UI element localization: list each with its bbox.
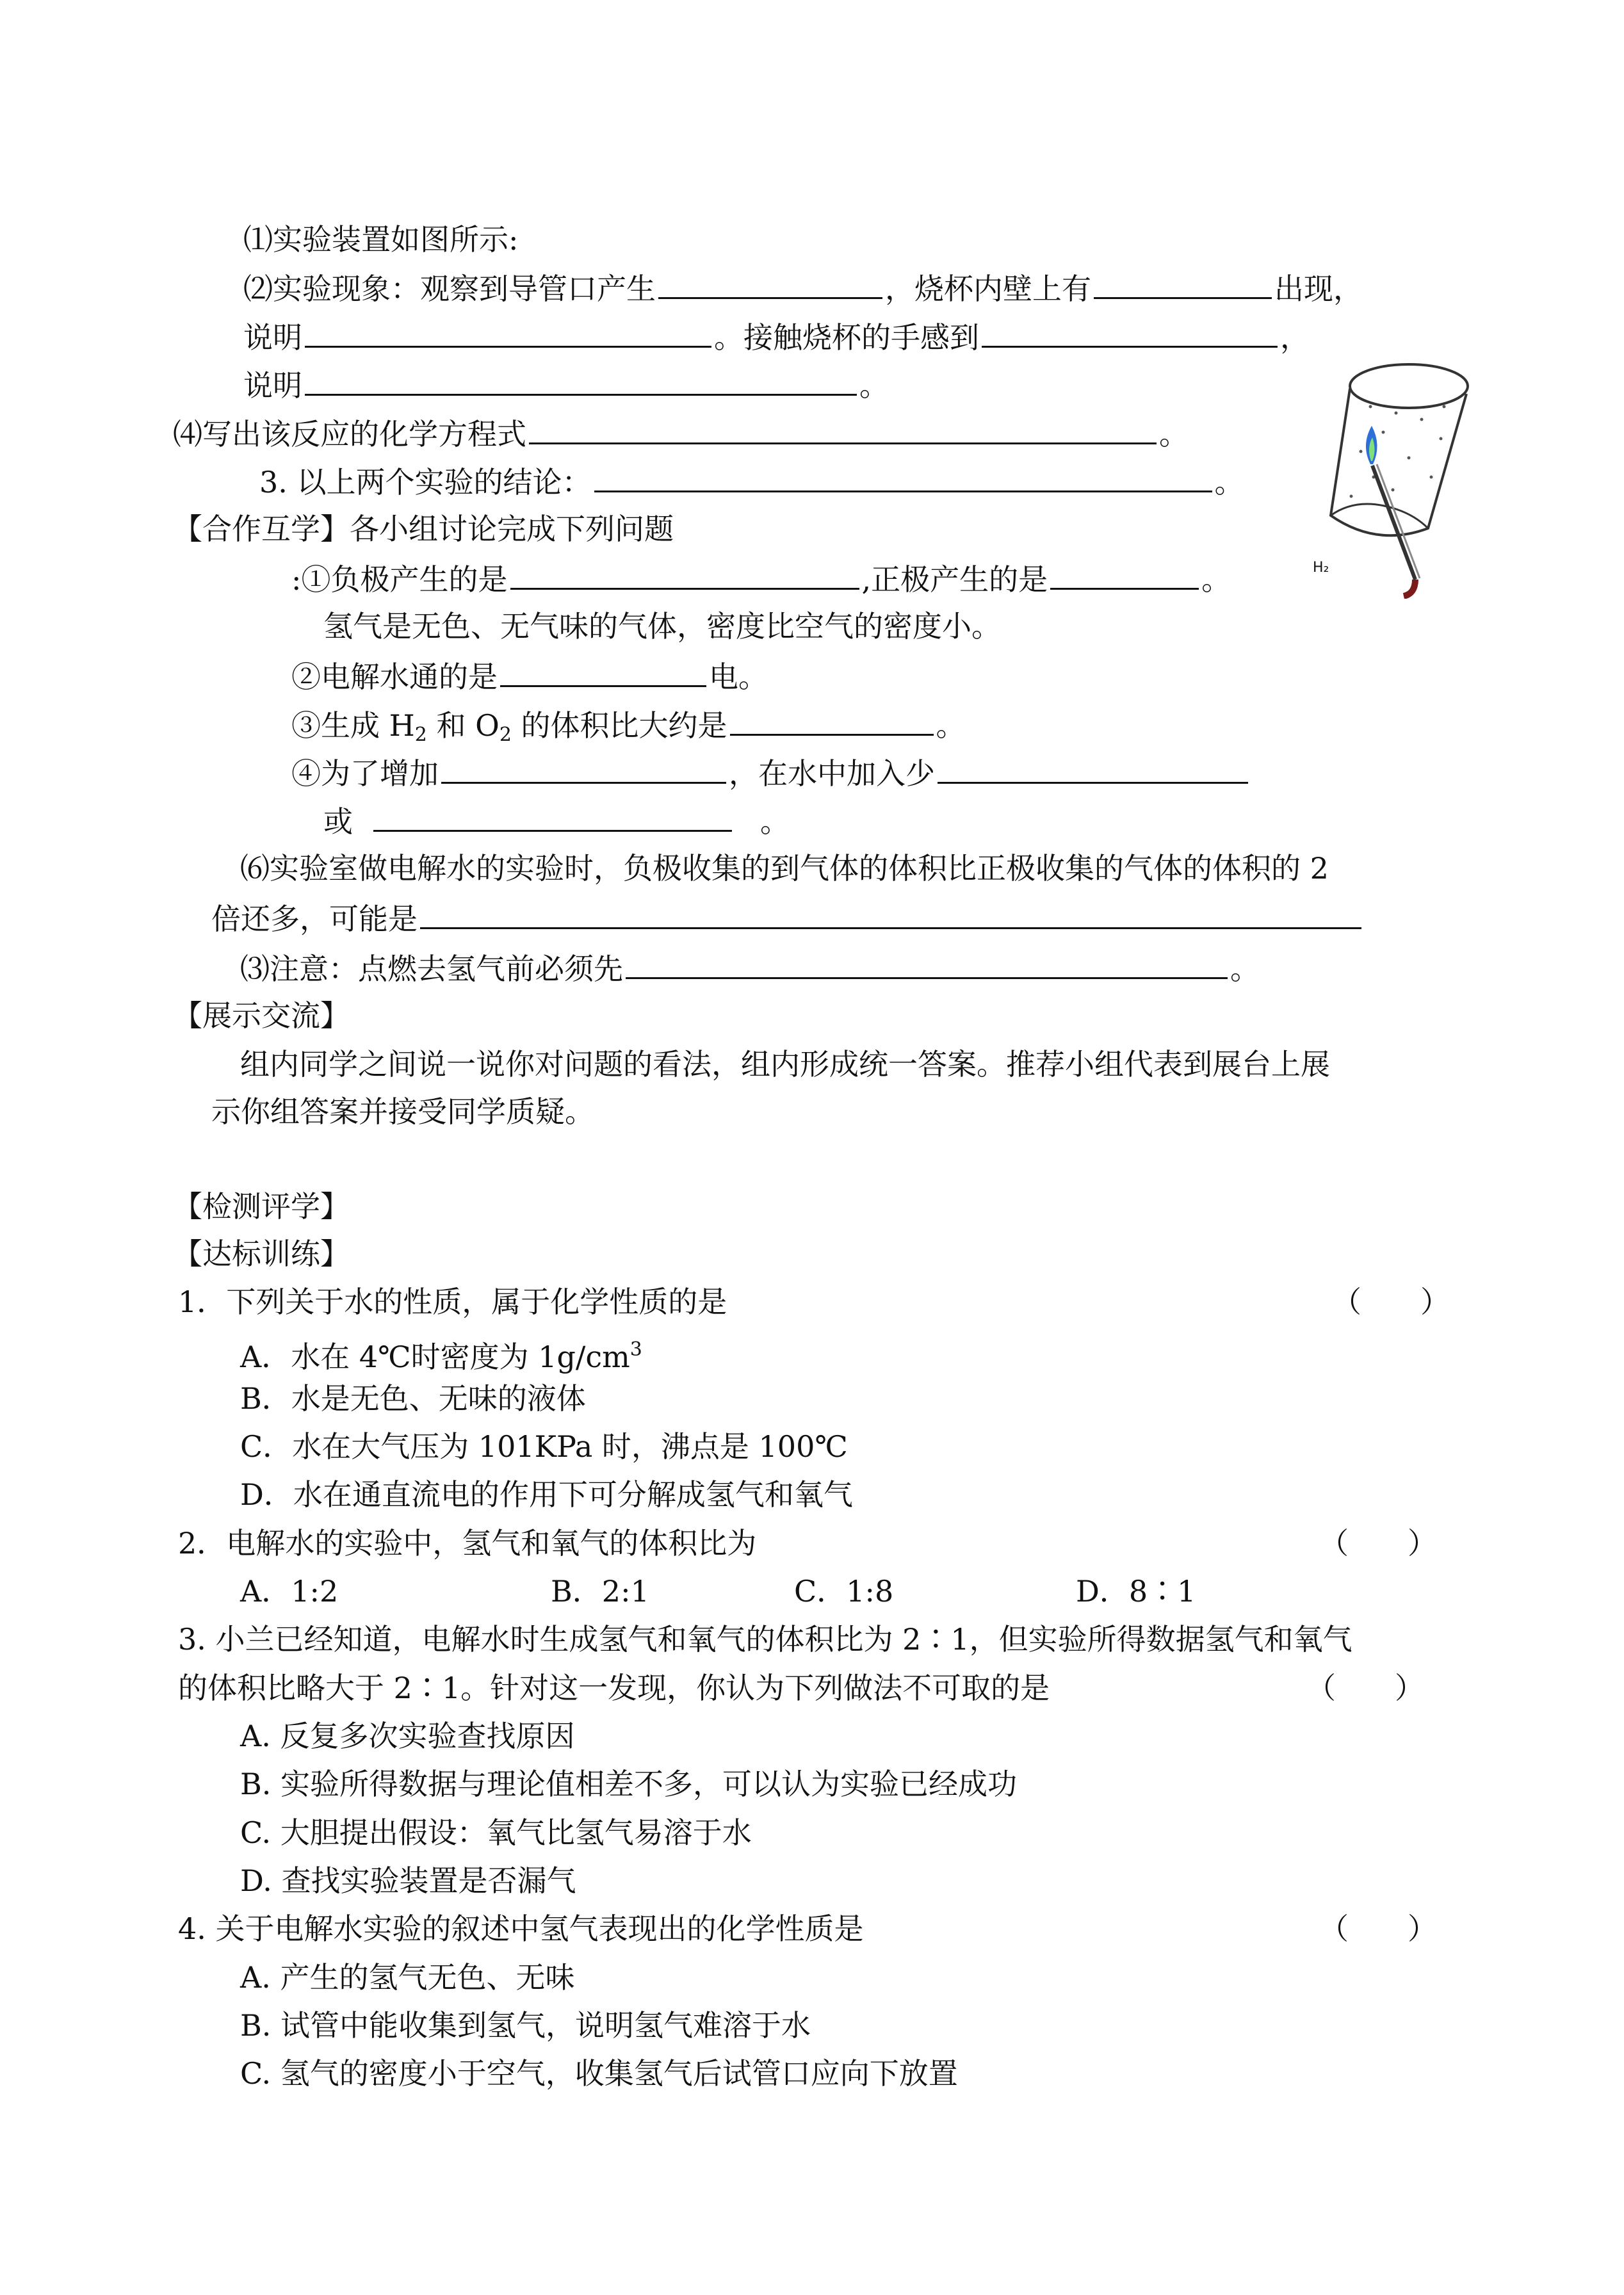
q3-option-a[interactable]	[240, 1717, 574, 1755]
answer-blank-negative-electrode[interactable]	[510, 558, 859, 590]
cooperation-heading-text: 【合作互学】各小组讨论完成下列问题	[173, 512, 674, 546]
step2-text-f: ，	[1280, 320, 1310, 355]
q2-answer-paren[interactable]: （ ）	[1319, 1526, 1437, 1561]
q3-answer-paren[interactable]: （ ）	[1306, 1671, 1424, 1705]
cooperation-q4-line	[291, 752, 1251, 791]
question-2-stem	[178, 1524, 756, 1562]
q4-option-c[interactable]	[240, 2054, 958, 2093]
question-1-stem	[178, 1283, 727, 1321]
q3-option-c-text: C. 大胆提出假设：氧气比氢气易溶于水	[240, 1815, 752, 1850]
q3-option-b[interactable]	[240, 1765, 1017, 1803]
q1-option-d-text: D．水在通直流电的作用下可分解成氢气和氧气	[240, 1477, 853, 1512]
q1-option-a-superscript: 3	[629, 1338, 642, 1361]
q3-text-c: 的体积比大约是	[511, 708, 727, 743]
cooperation-heading	[173, 510, 674, 548]
q2-option-b[interactable]	[551, 1572, 649, 1610]
answer-blank-explain1[interactable]	[305, 316, 711, 348]
q3-stem-text1: 3. 小兰已经知道，电解水时生成氢气和氧气的体积比为 2∶1，但实验所得数据氢气和氧气	[178, 1622, 1352, 1657]
q3-text-d: 。	[936, 708, 966, 743]
question-3-stem-line2	[178, 1669, 1050, 1707]
q3-option-d[interactable]	[240, 1861, 576, 1900]
q1-option-b[interactable]	[240, 1379, 586, 1418]
q4-answer-paren[interactable]: （ ）	[1319, 1911, 1437, 1946]
q1-option-c-text: C．水在大气压为 101KPa 时，沸点是 100℃	[240, 1429, 848, 1464]
answer-blank-volume-ratio[interactable]	[730, 704, 934, 736]
answer-blank-bubbles[interactable]	[658, 268, 882, 299]
answer-blank-additive1[interactable]	[938, 752, 1248, 784]
q1-stem-text: 1．下列关于水的性质，属于化学性质的是	[178, 1285, 727, 1319]
q1-option-d[interactable]	[240, 1475, 853, 1514]
q2-option-a[interactable]	[240, 1572, 338, 1610]
answer-blank-explain2[interactable]	[305, 364, 857, 396]
conclusion-text-a: 3. 以上两个实验的结论：	[259, 465, 592, 499]
step4-text-b: 。	[1159, 417, 1189, 451]
q2-text-a: ②电解水通的是	[291, 660, 498, 694]
answer-blank-wall[interactable]	[1094, 268, 1272, 299]
assessment-heading	[173, 1187, 350, 1226]
answer-blank-current-type[interactable]	[500, 656, 706, 687]
q3note-text-b: 。	[1230, 952, 1260, 986]
step4-text-a: ⑷写出该反应的化学方程式	[173, 417, 526, 451]
q2-option-d[interactable]	[1076, 1572, 1196, 1610]
q4-option-b-text: B. 试管中能收集到氢气，说明氢气难溶于水	[240, 2008, 811, 2043]
q2-option-d-text: D．8∶1	[1076, 1574, 1196, 1609]
q3-option-a-text: A. 反复多次实验查找原因	[240, 1719, 575, 1753]
cooperation-q3-line	[291, 704, 966, 746]
step2-text-c: 出现，	[1274, 272, 1363, 306]
step2-text-g: 说明	[243, 368, 302, 403]
exhibition-para-line1	[240, 1045, 1330, 1083]
assessment-sub-heading-text: 【达标训练】	[173, 1237, 350, 1271]
cooperation-q2-line	[291, 656, 768, 694]
hydrogen-burning-figure	[1313, 355, 1479, 599]
q3-text-b: 和 O	[426, 708, 499, 743]
q3-text-a: ③生成 H	[291, 708, 415, 743]
answer-blank-reason[interactable]	[420, 898, 1361, 929]
step2-explain-line	[243, 316, 1310, 355]
cooperation-q6-line2	[211, 898, 1364, 936]
q3-stem-text2: 的体积比略大于 2∶1。针对这一发现，你认为下列做法不可取的是	[178, 1671, 1050, 1705]
q3-option-b-text: B. 实验所得数据与理论值相差不多，可以认为实验已经成功	[240, 1767, 1018, 1801]
q4-option-a-text: A. 产生的氢气无色、无味	[240, 1960, 575, 1995]
q2-option-b-text: B．2:1	[551, 1574, 649, 1609]
answer-blank-additive2[interactable]	[373, 800, 732, 832]
hydrogen-note-line	[323, 607, 1001, 645]
step2-line	[243, 268, 1363, 306]
q1-option-c[interactable]	[240, 1427, 848, 1466]
exhibition-para-line2	[211, 1092, 594, 1131]
q2-text-b: 电。	[709, 660, 768, 694]
q3-subscript-1: 2	[414, 724, 427, 746]
q2-option-a-text: A．1:2	[240, 1574, 339, 1609]
q6-text-b: 倍还多，可能是	[211, 902, 418, 936]
flame-icon	[1366, 426, 1377, 464]
q4-option-c-text: C. 氢气的密度小于空气，收集氢气后试管口应向下放置	[240, 2056, 958, 2091]
answer-blank-positive-electrode[interactable]	[1050, 558, 1199, 590]
step2-text-h: 。	[859, 368, 889, 403]
q1-answer-paren[interactable]: （ ）	[1332, 1285, 1450, 1319]
assessment-heading-text: 【检测评学】	[173, 1189, 350, 1224]
q4-text-d: 。	[760, 804, 790, 839]
q4-option-a[interactable]	[240, 1958, 574, 1997]
question-4-stem	[178, 1910, 864, 1948]
step1-text: ⑴实验装置如图所示:	[243, 222, 519, 257]
question-3-stem-line1	[178, 1620, 1352, 1658]
q1-option-a[interactable]	[240, 1331, 642, 1374]
glass-tube-icon	[1372, 464, 1420, 596]
cooperation-note-line	[240, 948, 1260, 986]
q3-subscript-2: 2	[499, 724, 512, 746]
q4-text-b: ，在水中加入少	[729, 756, 935, 791]
cooperation-q4-line2	[323, 800, 790, 839]
q4-text-a: ④为了增加	[291, 756, 439, 791]
answer-blank-hand-feel[interactable]	[982, 316, 1278, 348]
conclusion-text-b: 。	[1214, 465, 1244, 499]
q4-text-c: 或	[323, 804, 353, 839]
step1-line	[243, 220, 519, 259]
exhibition-para-text2: 示你组答案并接受同学质疑。	[211, 1094, 594, 1129]
q1-text-c: 。	[1201, 562, 1231, 597]
step4-line	[173, 413, 1189, 451]
exhibition-heading	[173, 996, 350, 1035]
answer-blank-increase[interactable]	[441, 752, 726, 784]
q4-option-b[interactable]	[240, 2006, 811, 2045]
q1-text-a: :①负极产生的是	[291, 562, 508, 597]
q2-option-c-text: C．1:8	[794, 1574, 894, 1609]
q2-option-c[interactable]	[794, 1572, 893, 1610]
step2-text-b: ，烧杯内壁上有	[885, 272, 1091, 306]
figure-label: H₂	[1313, 560, 1329, 576]
q1-option-b-text: B．水是无色、无味的液体	[240, 1381, 586, 1416]
exhibition-para-text1: 组内同学之间说一说你对问题的看法，组内形成统一答案。推荐小组代表到展台上展	[240, 1047, 1330, 1082]
q1-option-a-text: A．水在 4℃时密度为 1g/cm	[240, 1340, 630, 1374]
q1-text-b: ,正极产生的是	[861, 562, 1048, 597]
answer-blank-conclusion[interactable]	[594, 461, 1212, 492]
cooperation-q6-line	[240, 849, 1329, 888]
q3-option-c[interactable]	[240, 1813, 752, 1852]
exhibition-heading-text: 【展示交流】	[173, 998, 350, 1033]
answer-blank-equation[interactable]	[529, 413, 1157, 444]
hydrogen-note-text: 氢气是无色、无气味的气体，密度比空气的密度小。	[323, 609, 1001, 644]
assessment-sub-heading	[173, 1235, 350, 1273]
step2-explain2-line	[243, 364, 889, 403]
q3note-text-a: ⑶注意：点燃去氢气前必须先	[240, 952, 623, 986]
q3-option-d-text: D. 查找实验装置是否漏气	[240, 1863, 576, 1898]
step2-text-a: ⑵实验现象：观察到导管口产生	[243, 272, 656, 306]
q4-stem-text: 4. 关于电解水实验的叙述中氢气表现出的化学性质是	[178, 1911, 864, 1946]
answer-blank-before-ignite[interactable]	[626, 948, 1228, 979]
conclusion-line	[259, 461, 1244, 499]
cooperation-q1-line	[291, 558, 1231, 597]
q6-text-a: ⑹实验室做电解水的实验时，负极收集的到气体的体积比正极收集的气体的体积的 2	[240, 851, 1329, 886]
q2-stem-text: 2．电解水的实验中，氢气和氧气的体积比为	[178, 1526, 757, 1561]
step2-text-e: 。接触烧杯的手感到	[714, 320, 979, 355]
step2-text-d: 说明	[243, 320, 302, 355]
beaker-icon	[1331, 364, 1468, 535]
